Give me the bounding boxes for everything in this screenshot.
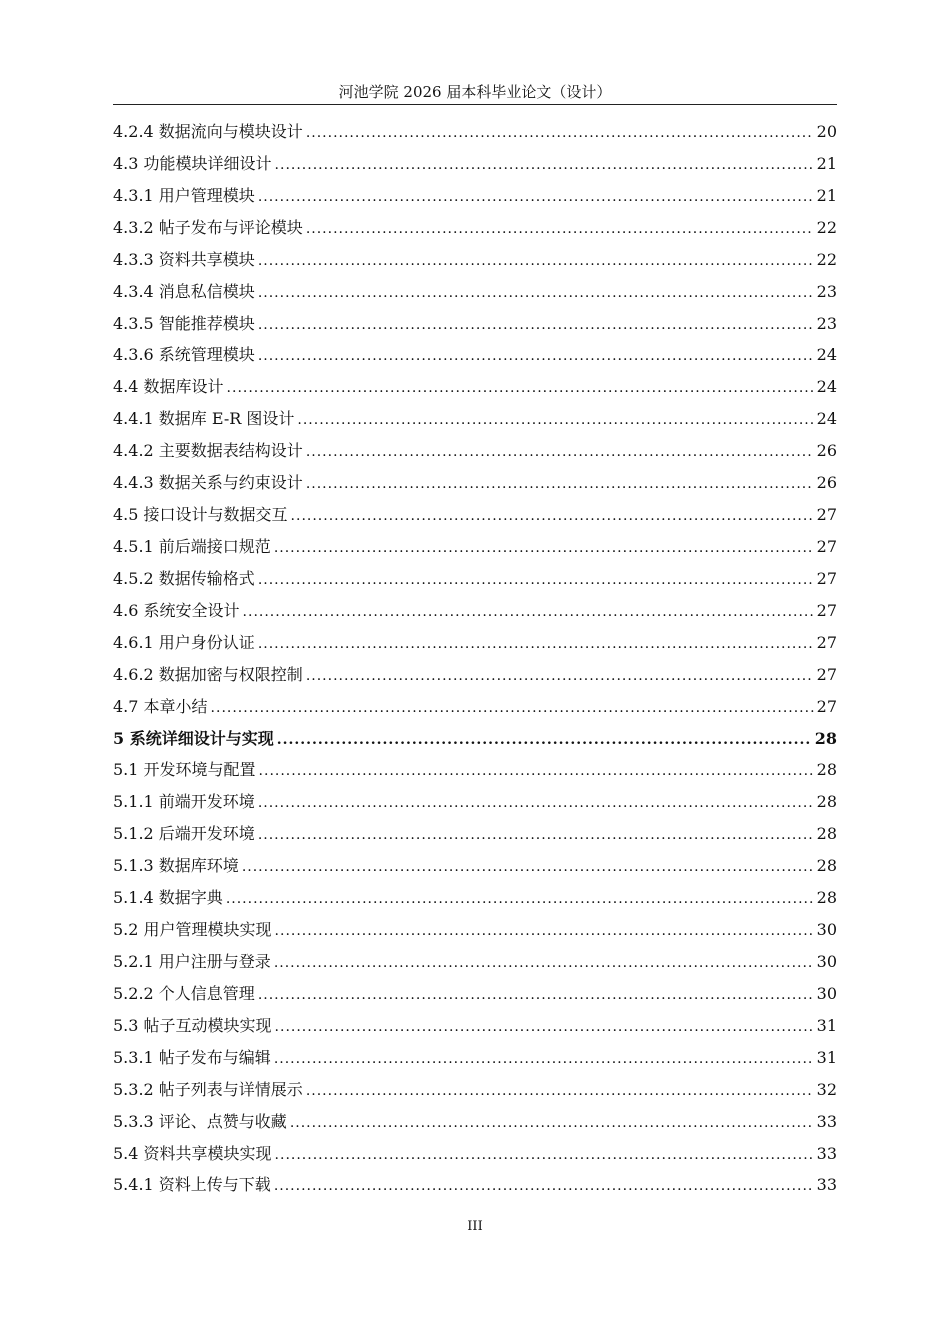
toc-entry-page: 27 [816,568,837,588]
toc-entry-title: 5.3.3 评论、点赞与收藏 [113,1111,287,1131]
toc-entry-title: 4.2.4 数据流向与模块设计 [113,122,303,141]
toc-dot-leader [258,310,814,342]
toc-dot-leader [274,1044,814,1076]
toc-entry-page: 27 [816,536,837,556]
toc-entry-page: 30 [816,983,837,1003]
toc-entry-title: 5 系统详细设计与实现 [113,728,274,748]
toc-entry[interactable] [113,116,837,148]
toc-dot-leader [277,725,812,757]
toc-dot-leader [306,1076,814,1108]
toc-entry[interactable] [113,1169,837,1201]
toc-entry[interactable] [113,723,837,755]
toc-entry-page: 30 [816,951,837,971]
toc-entry[interactable] [113,339,837,371]
page-number: III [467,1219,483,1234]
toc-dot-leader [275,150,814,182]
toc-entry-title: 4.5.1 前后端接口规范 [113,536,271,556]
toc-dot-leader [258,565,814,597]
toc-entry-page: 28 [816,824,837,844]
toc-entry-title: 4.4.1 数据库 E-R 图设计 [113,409,295,429]
toc-entry-page: 23 [816,281,837,301]
toc-entry[interactable] [113,659,837,691]
toc-dot-leader [274,1171,814,1203]
toc-entry[interactable] [113,212,837,244]
toc-entry-title: 4.3.5 智能推荐模块 [113,313,255,333]
toc-dot-leader [258,246,814,278]
toc-dot-leader [226,884,814,916]
toc-entry[interactable] [113,1042,837,1074]
toc-entry-title: 5.1.4 数据字典 [113,888,223,908]
toc-entry-title: 4.3.2 帖子发布与评论模块 [113,217,303,237]
toc-entry[interactable] [113,403,837,435]
toc-entry-title: 4.4.3 数据关系与约束设计 [113,473,303,493]
toc-entry[interactable] [113,850,837,882]
toc-entry-page: 31 [816,1015,837,1035]
toc-dot-leader [291,501,814,533]
table-of-contents [113,116,837,1201]
toc-entry[interactable] [113,1010,837,1042]
toc-entry-page: 26 [816,473,837,493]
toc-entry[interactable] [113,946,837,978]
toc-entry-title: 5.2.1 用户注册与登录 [113,951,271,971]
toc-entry[interactable] [113,882,837,914]
toc-dot-leader [227,373,814,405]
toc-entry-page: 27 [816,600,837,620]
toc-entry-title: 4.3.6 系统管理模块 [113,345,255,365]
toc-entry-page: 21 [816,153,837,173]
toc-entry[interactable] [113,595,837,627]
toc-entry-page: 28 [816,792,837,812]
toc-entry-page: 22 [816,249,837,269]
toc-entry-page: 28 [814,728,837,748]
toc-dot-leader [258,182,814,214]
toc-entry[interactable] [113,435,837,467]
toc-entry-title: 4.6 系统安全设计 [113,600,240,620]
toc-dot-leader [243,597,814,629]
toc-entry[interactable] [113,914,837,946]
toc-dot-leader [259,756,814,788]
toc-dot-leader [306,437,814,469]
toc-entry-page: 27 [816,696,837,716]
toc-entry-page: 31 [816,1047,837,1067]
toc-dot-leader [306,469,814,501]
toc-entry-page: 28 [816,888,837,908]
header-divider [113,104,837,105]
toc-entry-title: 4.3.4 消息私信模块 [113,281,255,301]
toc-entry-page: 33 [816,1143,837,1163]
toc-entry[interactable] [113,371,837,403]
toc-dot-leader [306,214,814,246]
toc-entry[interactable] [113,563,837,595]
toc-entry[interactable] [113,467,837,499]
toc-entry-page: 33 [816,1175,837,1195]
toc-entry-title: 5.3 帖子互动模块实现 [113,1015,272,1035]
toc-dot-leader [242,852,814,884]
toc-entry-title: 5.4.1 资料上传与下载 [113,1175,271,1195]
toc-entry-page: 24 [816,345,837,365]
toc-entry-page: 21 [816,185,837,205]
toc-entry-title: 4.3 功能模块详细设计 [113,153,272,173]
toc-dot-leader [211,693,814,725]
toc-dot-leader [258,278,814,310]
toc-entry-page: 27 [816,632,837,652]
toc-entry[interactable] [113,1074,837,1106]
toc-entry-page: 23 [816,313,837,333]
toc-entry-title: 5.1 开发环境与配置 [113,760,256,780]
toc-entry-page: 27 [816,664,837,684]
toc-entry-title: 4.5 接口设计与数据交互 [113,505,288,525]
toc-entry-page: 28 [816,760,837,780]
toc-entry-title: 4.7 本章小结 [113,696,208,716]
toc-dot-leader [290,1108,814,1140]
toc-entry[interactable] [113,499,837,531]
toc-dot-leader [306,118,814,150]
toc-entry[interactable] [113,754,837,786]
toc-dot-leader [306,661,814,693]
toc-entry-title: 4.5.2 数据传输格式 [113,568,255,588]
toc-entry[interactable] [113,308,837,340]
toc-dot-leader [274,533,814,565]
toc-entry-title: 4.6.2 数据加密与权限控制 [113,664,303,684]
toc-entry-page: 22 [816,217,837,237]
toc-entry[interactable] [113,531,837,563]
toc-entry-title: 4.6.1 用户身份认证 [113,632,255,652]
toc-dot-leader [258,788,814,820]
toc-dot-leader [297,405,813,437]
toc-entry-title: 5.2.2 个人信息管理 [113,983,255,1003]
toc-entry-title: 5.4 资料共享模块实现 [113,1143,272,1163]
toc-entry-title: 5.3.1 帖子发布与编辑 [113,1047,271,1067]
toc-entry-page: 32 [816,1079,837,1099]
toc-entry-page: 24 [816,409,837,429]
toc-dot-leader [275,1012,814,1044]
toc-entry-title: 5.3.2 帖子列表与详情展示 [113,1079,303,1099]
toc-dot-leader [258,820,814,852]
toc-entry-page: 26 [816,441,837,461]
toc-entry[interactable] [113,627,837,659]
running-header: 河池学院 2026 届本科毕业论文（设计） [338,83,612,101]
toc-entry[interactable] [113,1106,837,1138]
toc-entry-page: 33 [816,1111,837,1131]
toc-entry-page: 20 [816,122,837,141]
toc-entry[interactable] [113,148,837,180]
toc-dot-leader [275,1140,814,1172]
toc-entry-title: 5.1.2 后端开发环境 [113,824,255,844]
toc-entry-page: 30 [816,920,837,940]
toc-entry-title: 4.3.1 用户管理模块 [113,185,255,205]
toc-entry-title: 4.4.2 主要数据表结构设计 [113,441,303,461]
toc-dot-leader [258,980,814,1012]
toc-entry[interactable] [113,276,837,308]
toc-dot-leader [258,629,814,661]
toc-entry-page: 24 [816,377,837,397]
toc-dot-leader [274,948,814,980]
toc-entry[interactable] [113,1138,837,1170]
toc-dot-leader [275,916,814,948]
toc-entry[interactable] [113,691,837,723]
toc-entry[interactable] [113,244,837,276]
toc-entry[interactable] [113,180,837,212]
toc-entry-title: 4.4 数据库设计 [113,377,224,397]
toc-entry-title: 5.2 用户管理模块实现 [113,920,272,940]
toc-entry[interactable] [113,818,837,850]
toc-entry-title: 5.1.1 前端开发环境 [113,792,255,812]
toc-entry[interactable] [113,786,837,818]
toc-entry[interactable] [113,978,837,1010]
toc-dot-leader [258,341,814,373]
toc-entry-page: 28 [816,856,837,876]
toc-entry-title: 4.3.3 资料共享模块 [113,249,255,269]
toc-entry-page: 27 [816,505,837,525]
toc-entry-title: 5.1.3 数据库环境 [113,856,239,876]
